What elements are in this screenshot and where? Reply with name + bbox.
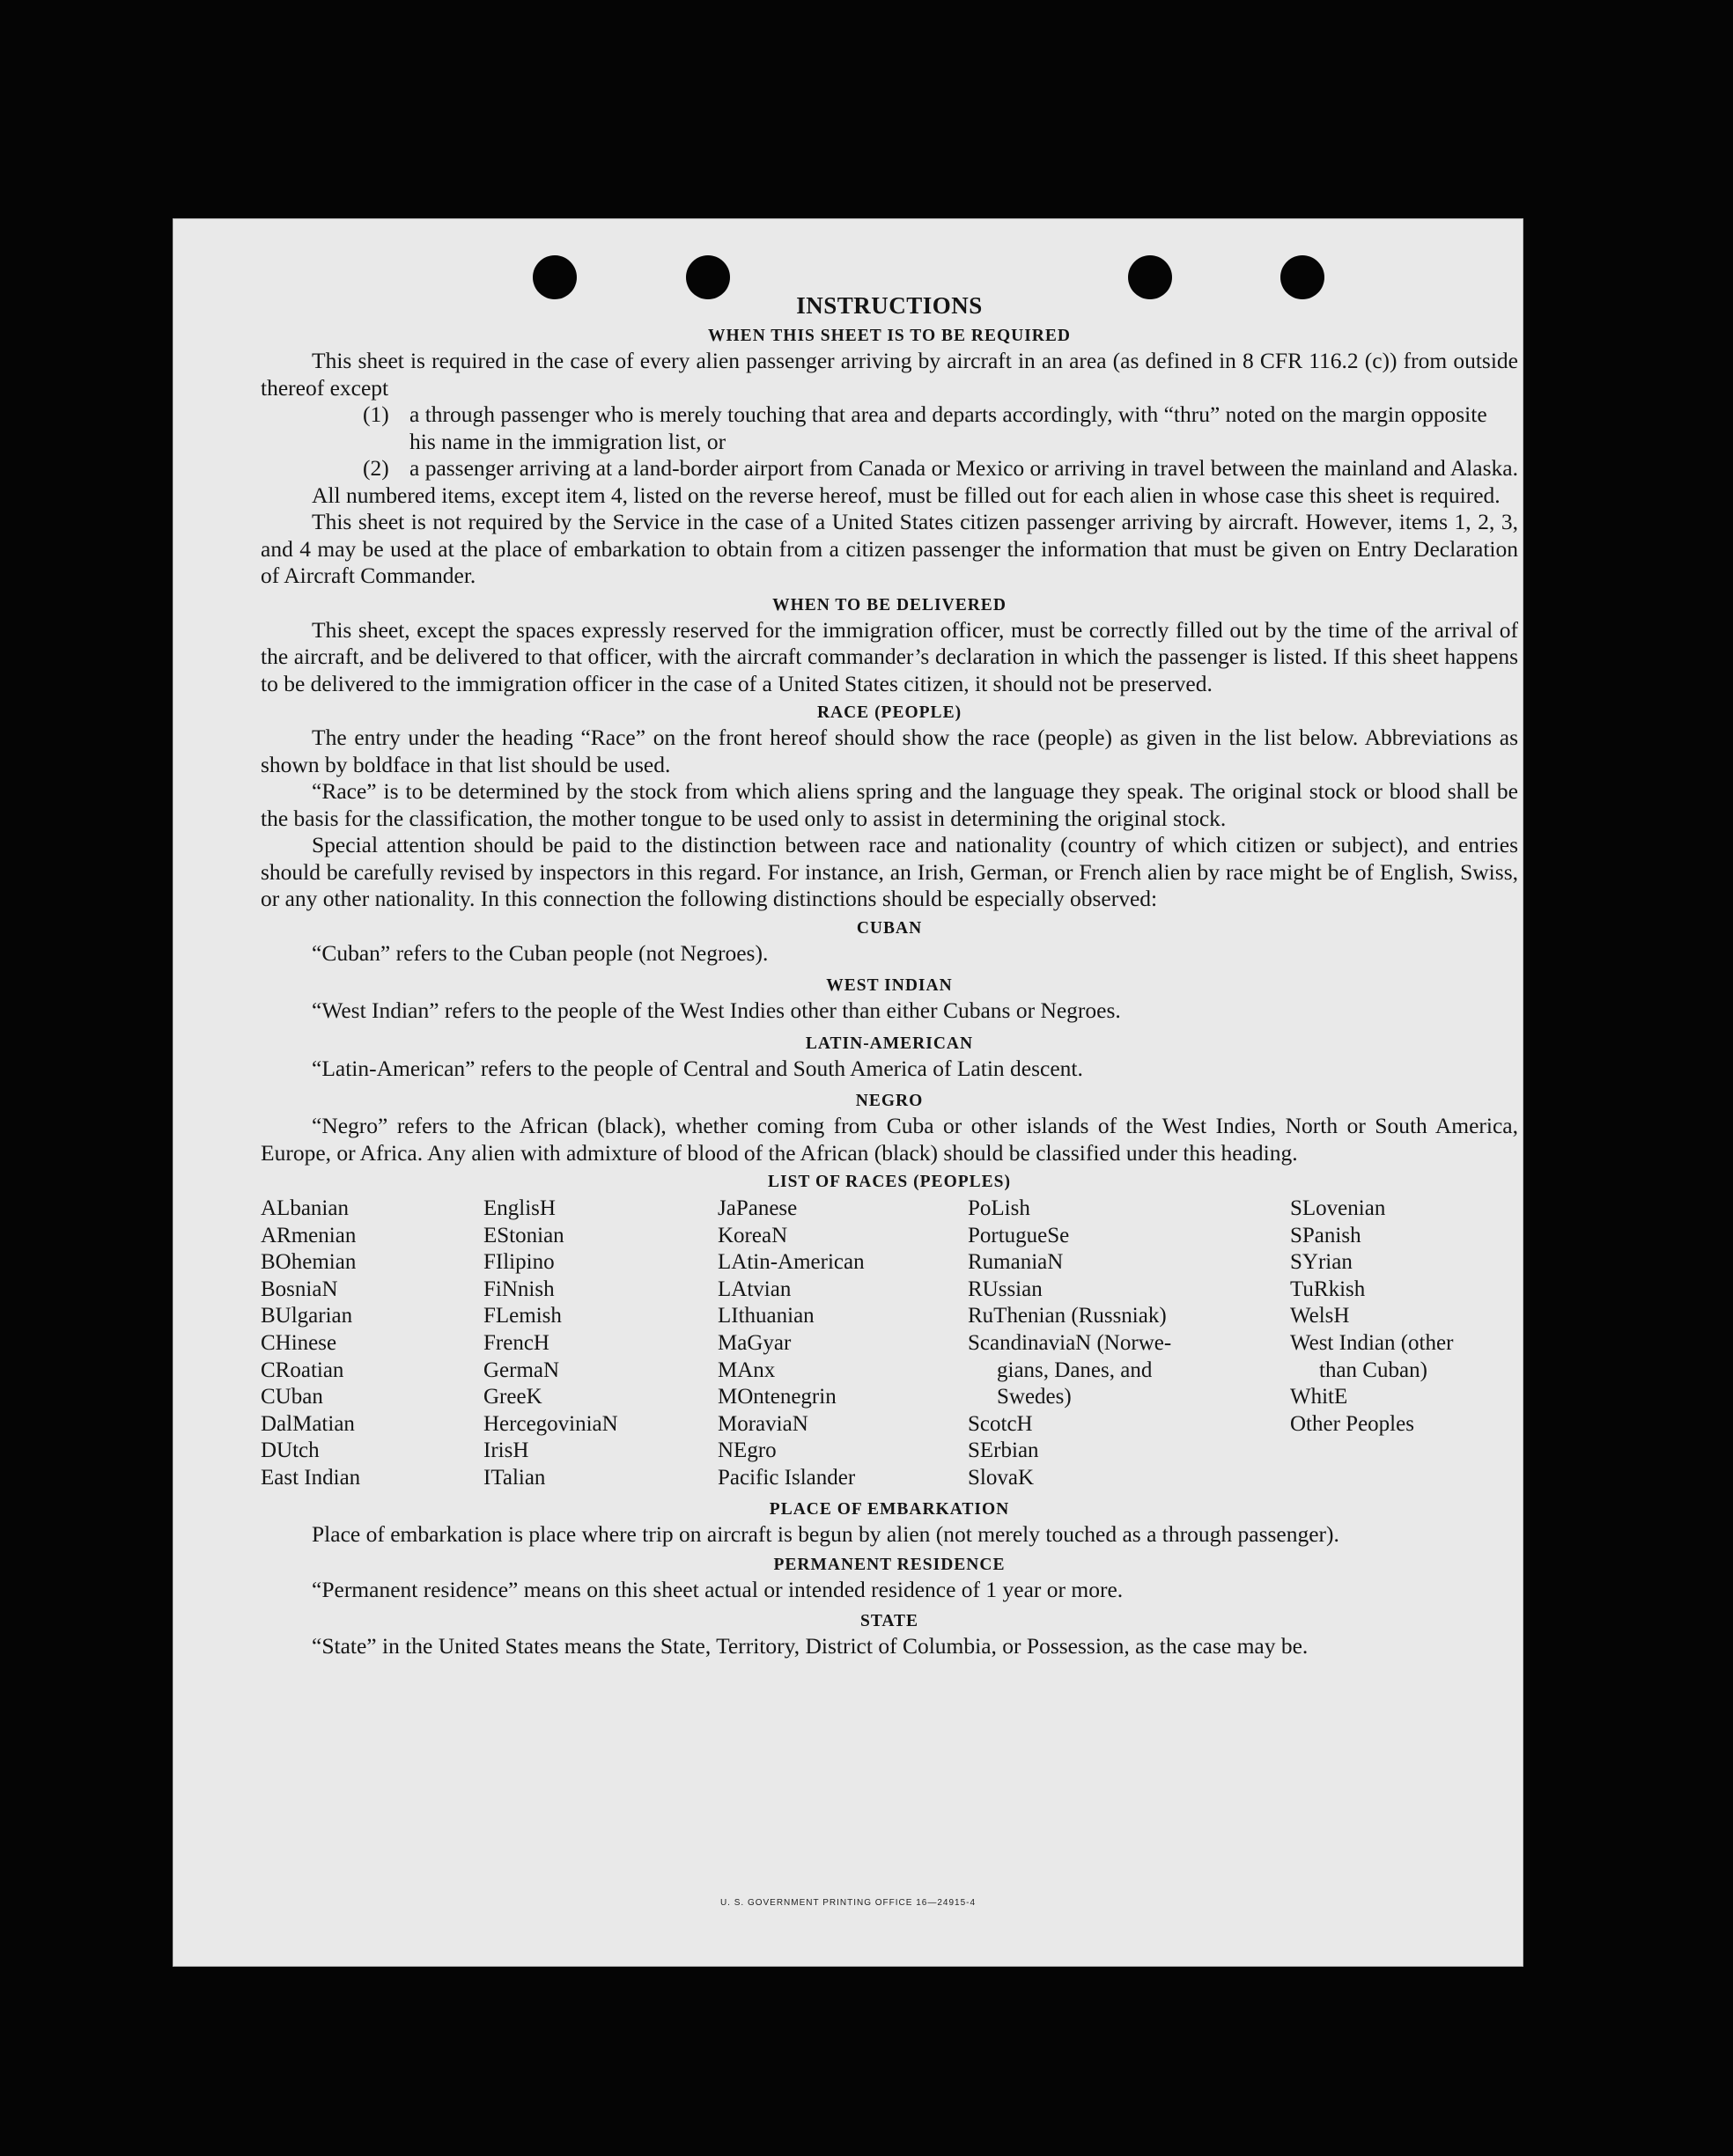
race-entry: SlovaK bbox=[968, 1465, 1034, 1490]
printer-imprint: U. S. GOVERNMENT PRINTING OFFICE 16—24915-4 bbox=[719, 1898, 977, 1908]
race-entry: MoraviaN bbox=[718, 1411, 808, 1436]
race-entry: GermaN bbox=[483, 1358, 560, 1382]
race-entry: TuRkish bbox=[1290, 1277, 1366, 1301]
race-entry: West Indian (other bbox=[1290, 1330, 1454, 1355]
race-entry: Swedes) bbox=[997, 1385, 1072, 1409]
race-entry: FLemish bbox=[483, 1304, 562, 1328]
race-entry: East Indian bbox=[261, 1465, 361, 1490]
paragraph: “Cuban” refers to the Cuban people (not Negroes). bbox=[312, 939, 769, 966]
section-heading: PERMANENT RESIDENCE bbox=[773, 1556, 1006, 1575]
paragraph: This sheet is not required by the Service in the case of a United States citizen passenger arriving by aircraft. However, items 1, 2, 3, and 4 may be used at the place of embarkation to obtain from a citizen passenger the information that must be given on Entry Declaration of Aircraft Commander. bbox=[261, 509, 1518, 588]
section-heading: WHEN TO BE DELIVERED bbox=[772, 595, 1007, 614]
paragraph: “West Indian” refers to the people of the West Indies other than either Cubans or Negroes. bbox=[312, 997, 1121, 1023]
race-entry: MOntenegrin bbox=[718, 1385, 837, 1409]
section-heading: NEGRO bbox=[855, 1092, 924, 1110]
section-heading: LIST OF RACES (PEOPLES) bbox=[767, 1173, 1011, 1191]
race-entry: LAtin-American bbox=[718, 1250, 865, 1275]
race-entry: MaGyar bbox=[718, 1330, 792, 1355]
race-entry: ALbanian bbox=[261, 1196, 349, 1220]
race-entry: FIlipino bbox=[483, 1250, 555, 1275]
document-page bbox=[173, 218, 1523, 1967]
race-entry: EnglisH bbox=[483, 1196, 556, 1220]
paragraph: The entry under the heading “Race” on the front hereof should show the race (people) as given in the list below. Abbreviations as shown by boldface in that list should be used. bbox=[261, 725, 1518, 777]
list-item bbox=[261, 455, 1518, 482]
race-entry: IrisH bbox=[483, 1439, 529, 1463]
race-entry: LAtvian bbox=[718, 1277, 792, 1301]
race-entry: PoLish bbox=[968, 1196, 1030, 1220]
race-entry: FrencH bbox=[483, 1330, 549, 1355]
race-entry: gians, Danes, and bbox=[997, 1358, 1153, 1382]
race-entry: BosniaN bbox=[261, 1277, 338, 1301]
race-entry: CUban bbox=[261, 1385, 323, 1409]
item-number: (1) bbox=[363, 401, 389, 427]
races-column bbox=[968, 1196, 1290, 1492]
paragraph: This sheet is required in the case of every alien passenger arriving by aircraft in an area (as defined in 8 CFR 116.2 (c)) from outside thereof except bbox=[261, 348, 1518, 401]
race-entry: CRoatian bbox=[261, 1358, 344, 1382]
paragraph: “Permanent residence” means on this sheet actual or intended residence of 1 year or more. bbox=[312, 1577, 1124, 1603]
race-entry: HercegoviniaN bbox=[483, 1411, 618, 1436]
race-entry: SPanish bbox=[1290, 1223, 1361, 1247]
race-entry: WhitE bbox=[1290, 1385, 1348, 1409]
race-entry: EStonian bbox=[483, 1223, 564, 1247]
item-text: a through passenger who is merely touching that area and departs accordingly, with “thru” noted on the margin opposite his name in the immigration list, or bbox=[409, 401, 1487, 454]
section-heading: WHEN THIS SHEET IS TO BE REQUIRED bbox=[708, 327, 1071, 345]
races-column bbox=[483, 1196, 718, 1492]
race-entry: BUlgarian bbox=[261, 1304, 353, 1328]
race-entry: DalMatian bbox=[261, 1411, 355, 1436]
page-title: INSTRUCTIONS bbox=[796, 292, 983, 319]
paragraph: This sheet, except the spaces expressly reserved for the immigration officer, must be correctly filled out by the time of the arrival of the aircraft, and be delivered to that officer, with the aircraft commander’s declaration in which the passenger is listed. If this sheet happens to be delivered to the immigration officer in the case of a United States citizen, it should not be preserved. bbox=[261, 616, 1518, 696]
race-entry: ARmenian bbox=[261, 1223, 357, 1247]
section-heading: WEST INDIAN bbox=[826, 976, 953, 995]
race-entry: RuThenian (Russniak) bbox=[968, 1304, 1167, 1328]
section-heading: PLACE OF EMBARKATION bbox=[769, 1499, 1010, 1519]
paragraph: “State” in the United States means the State, Territory, District of Columbia, or Possession, as the case may be. bbox=[312, 1632, 1309, 1659]
list-item bbox=[261, 401, 1518, 455]
paragraph: “Negro” refers to the African (black), whether coming from Cuba or other islands of the West Indies, North or South America, Europe, or Africa. Any alien with admixture of blood of the African (black) should be classified under this heading. bbox=[261, 1113, 1518, 1166]
race-entry: SYrian bbox=[1290, 1250, 1353, 1275]
race-entry: RumaniaN bbox=[968, 1250, 1064, 1275]
section-heading: STATE bbox=[859, 1611, 919, 1630]
race-entry: LIthuanian bbox=[718, 1304, 815, 1328]
race-entry: Pacific Islander bbox=[718, 1465, 856, 1490]
race-entry: ITalian bbox=[483, 1465, 546, 1490]
race-entry: SLovenian bbox=[1290, 1196, 1386, 1220]
section-heading: RACE (PEOPLE) bbox=[816, 703, 962, 722]
race-entry: GreeK bbox=[483, 1385, 542, 1409]
races-column bbox=[1290, 1196, 1518, 1492]
race-entry: DUtch bbox=[261, 1439, 320, 1463]
races-column bbox=[718, 1196, 968, 1492]
races-list bbox=[261, 1196, 1518, 1492]
paragraph: Special attention should be paid to the distinction between race and nationality (country of which citizen or subject), and entries should be carefully revised by inspectors in this regard. For instance, an Irish, German, or French alien by race might be of English, Swiss, or any other nationality. In this connection the following distinctions should be especially observed: bbox=[261, 832, 1518, 911]
paragraph: “Race” is to be determined by the stock from which aliens spring and the language they speak. The original stock or blood shall be the basis for the classification, the mother tongue to be used only to assist in determining the original stock. bbox=[261, 778, 1518, 831]
race-entry: JaPanese bbox=[718, 1196, 798, 1220]
item-text: a passenger arriving at a land-border airport from Canada or Mexico or arriving in travel between the mainland and Alaska. bbox=[409, 455, 1518, 481]
paragraph: All numbered items, except item 4, listed on the reverse hereof, must be filled out for each alien in whose case this sheet is required. bbox=[312, 482, 1501, 508]
race-entry: SErbian bbox=[968, 1439, 1039, 1463]
race-entry: ScandinaviaN (Norwe- bbox=[968, 1330, 1172, 1355]
item-number: (2) bbox=[363, 455, 389, 481]
paragraph: “Latin-American” refers to the people of Central and South America of Latin descent. bbox=[312, 1055, 1083, 1081]
race-entry: RUssian bbox=[968, 1277, 1043, 1301]
race-entry: MAnx bbox=[718, 1358, 776, 1382]
races-column bbox=[261, 1196, 483, 1492]
paragraph: Place of embarkation is place where trip on aircraft is begun by alien (not merely touched as a through passenger). bbox=[312, 1520, 1339, 1547]
instructions-body bbox=[261, 291, 1518, 1659]
race-entry: ScotcH bbox=[968, 1411, 1033, 1436]
race-entry: Other Peoples bbox=[1290, 1411, 1414, 1436]
race-entry: than Cuban) bbox=[1319, 1358, 1427, 1382]
section-heading: LATIN-AMERICAN bbox=[805, 1034, 974, 1053]
race-entry: KoreaN bbox=[718, 1223, 788, 1247]
race-entry: FiNnish bbox=[483, 1277, 555, 1301]
race-entry: CHinese bbox=[261, 1330, 337, 1355]
race-entry: WelsH bbox=[1290, 1304, 1350, 1328]
race-entry: NEgro bbox=[718, 1439, 777, 1463]
race-entry: PortugueSe bbox=[968, 1223, 1070, 1247]
race-entry: BOhemian bbox=[261, 1250, 357, 1275]
section-heading: CUBAN bbox=[856, 918, 923, 938]
